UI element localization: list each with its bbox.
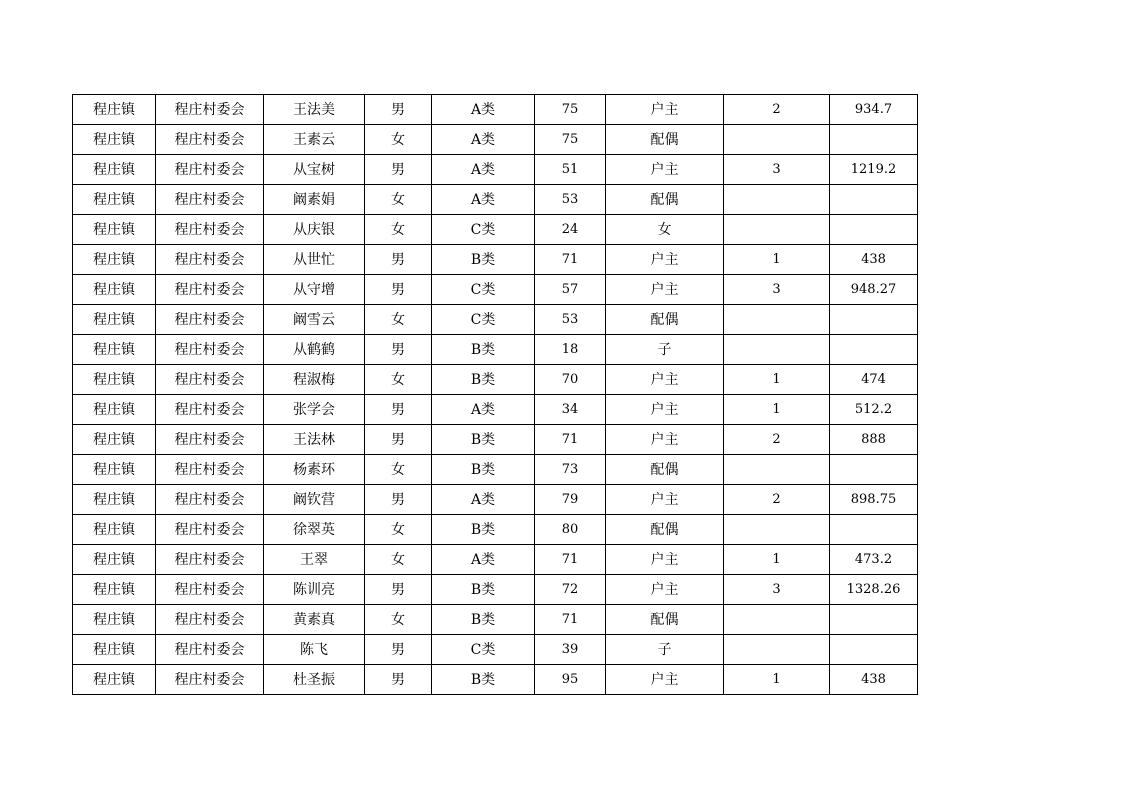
name-cell: 陈训亮 [264,575,365,605]
relation-cell: 子 [606,635,724,665]
village-committee-cell: 程庄村委会 [156,155,264,185]
relation-cell: 户主 [606,575,724,605]
relation-cell: 户主 [606,275,724,305]
village-committee-cell: 程庄村委会 [156,455,264,485]
name-cell: 程淑梅 [264,365,365,395]
gender-cell: 男 [365,395,432,425]
category-cell: A类 [432,95,535,125]
table-row [73,185,918,215]
village-committee-cell: 程庄村委会 [156,185,264,215]
age-cell: 71 [535,245,606,275]
relation-cell: 子 [606,335,724,365]
name-cell: 徐翠英 [264,515,365,545]
name-cell: 张学会 [264,395,365,425]
town-cell: 程庄镇 [73,305,156,335]
town-cell: 程庄镇 [73,545,156,575]
relation-cell: 户主 [606,485,724,515]
relation-cell: 户主 [606,155,724,185]
amount-cell: 512.2 [830,395,918,425]
village-committee-cell: 程庄村委会 [156,515,264,545]
category-cell: A类 [432,545,535,575]
household-size-cell [724,335,830,365]
village-committee-cell: 程庄村委会 [156,365,264,395]
age-cell: 75 [535,125,606,155]
name-cell: 阚钦营 [264,485,365,515]
village-committee-cell: 程庄村委会 [156,665,264,695]
amount-cell: 934.7 [830,95,918,125]
gender-cell: 男 [365,575,432,605]
name-cell: 从世忙 [264,245,365,275]
name-cell: 阚素娟 [264,185,365,215]
table-row [73,395,918,425]
household-size-cell: 2 [724,95,830,125]
village-committee-cell: 程庄村委会 [156,395,264,425]
amount-cell: 438 [830,245,918,275]
table-row [73,605,918,635]
village-committee-cell: 程庄村委会 [156,305,264,335]
town-cell: 程庄镇 [73,365,156,395]
village-committee-cell: 程庄村委会 [156,425,264,455]
gender-cell: 女 [365,545,432,575]
table-row [73,545,918,575]
household-size-cell: 1 [724,545,830,575]
gender-cell: 男 [365,245,432,275]
town-cell: 程庄镇 [73,95,156,125]
village-committee-cell: 程庄村委会 [156,605,264,635]
category-cell: A类 [432,155,535,185]
village-committee-cell: 程庄村委会 [156,125,264,155]
household-size-cell: 1 [724,245,830,275]
relation-cell: 配偶 [606,125,724,155]
name-cell: 从守增 [264,275,365,305]
name-cell: 从宝树 [264,155,365,185]
age-cell: 51 [535,155,606,185]
data-table [72,94,918,695]
category-cell: A类 [432,395,535,425]
table-row [73,425,918,455]
amount-cell [830,635,918,665]
household-size-cell: 3 [724,275,830,305]
amount-cell: 1328.26 [830,575,918,605]
village-committee-cell: 程庄村委会 [156,275,264,305]
category-cell: C类 [432,305,535,335]
gender-cell: 男 [365,95,432,125]
relation-cell: 配偶 [606,605,724,635]
category-cell: A类 [432,125,535,155]
category-cell: C类 [432,275,535,305]
household-size-cell [724,455,830,485]
category-cell: B类 [432,605,535,635]
gender-cell: 女 [365,125,432,155]
town-cell: 程庄镇 [73,455,156,485]
household-size-cell [724,125,830,155]
household-size-cell: 2 [724,425,830,455]
table-row [73,365,918,395]
amount-cell: 473.2 [830,545,918,575]
village-committee-cell: 程庄村委会 [156,575,264,605]
relation-cell: 女 [606,215,724,245]
gender-cell: 女 [365,605,432,635]
town-cell: 程庄镇 [73,215,156,245]
gender-cell: 女 [365,215,432,245]
amount-cell [830,215,918,245]
age-cell: 24 [535,215,606,245]
age-cell: 75 [535,95,606,125]
table-row [73,275,918,305]
category-cell: B类 [432,665,535,695]
category-cell: B类 [432,575,535,605]
amount-cell: 1219.2 [830,155,918,185]
age-cell: 34 [535,395,606,425]
table-row [73,455,918,485]
gender-cell: 男 [365,425,432,455]
category-cell: B类 [432,515,535,545]
village-committee-cell: 程庄村委会 [156,215,264,245]
household-size-cell [724,305,830,335]
household-size-cell [724,515,830,545]
gender-cell: 男 [365,665,432,695]
relation-cell: 户主 [606,395,724,425]
name-cell: 阚雪云 [264,305,365,335]
town-cell: 程庄镇 [73,125,156,155]
relation-cell: 户主 [606,95,724,125]
household-size-cell: 1 [724,395,830,425]
amount-cell [830,455,918,485]
relation-cell: 户主 [606,245,724,275]
household-size-cell [724,605,830,635]
category-cell: C类 [432,215,535,245]
table-row [73,215,918,245]
household-size-cell [724,185,830,215]
town-cell: 程庄镇 [73,245,156,275]
village-committee-cell: 程庄村委会 [156,545,264,575]
amount-cell: 948.27 [830,275,918,305]
age-cell: 39 [535,635,606,665]
gender-cell: 男 [365,485,432,515]
amount-cell: 898.75 [830,485,918,515]
amount-cell: 438 [830,665,918,695]
age-cell: 79 [535,485,606,515]
name-cell: 从鹤鹤 [264,335,365,365]
relation-cell: 配偶 [606,305,724,335]
age-cell: 95 [535,665,606,695]
age-cell: 71 [535,545,606,575]
town-cell: 程庄镇 [73,155,156,185]
household-size-cell: 1 [724,665,830,695]
household-size-cell [724,635,830,665]
table-row [73,635,918,665]
name-cell: 王翠 [264,545,365,575]
village-committee-cell: 程庄村委会 [156,95,264,125]
age-cell: 18 [535,335,606,365]
table-row [73,155,918,185]
category-cell: C类 [432,635,535,665]
name-cell: 王法美 [264,95,365,125]
relation-cell: 配偶 [606,455,724,485]
household-size-cell: 3 [724,575,830,605]
table-row [73,665,918,695]
relation-cell: 户主 [606,425,724,455]
gender-cell: 男 [365,635,432,665]
amount-cell [830,185,918,215]
town-cell: 程庄镇 [73,425,156,455]
household-size-cell: 1 [724,365,830,395]
category-cell: B类 [432,425,535,455]
relation-cell: 户主 [606,665,724,695]
category-cell: B类 [432,455,535,485]
amount-cell [830,605,918,635]
table-row [73,305,918,335]
name-cell: 黄素真 [264,605,365,635]
town-cell: 程庄镇 [73,485,156,515]
relation-cell: 户主 [606,545,724,575]
household-size-cell: 3 [724,155,830,185]
category-cell: B类 [432,365,535,395]
age-cell: 70 [535,365,606,395]
town-cell: 程庄镇 [73,635,156,665]
name-cell: 从庆银 [264,215,365,245]
village-committee-cell: 程庄村委会 [156,335,264,365]
age-cell: 72 [535,575,606,605]
amount-cell [830,305,918,335]
table-row [73,95,918,125]
village-committee-cell: 程庄村委会 [156,635,264,665]
name-cell: 陈飞 [264,635,365,665]
gender-cell: 男 [365,155,432,185]
category-cell: B类 [432,245,535,275]
table-row [73,515,918,545]
gender-cell: 男 [365,275,432,305]
gender-cell: 女 [365,515,432,545]
category-cell: B类 [432,335,535,365]
amount-cell: 474 [830,365,918,395]
age-cell: 57 [535,275,606,305]
town-cell: 程庄镇 [73,335,156,365]
town-cell: 程庄镇 [73,275,156,305]
category-cell: A类 [432,185,535,215]
relation-cell: 户主 [606,365,724,395]
town-cell: 程庄镇 [73,665,156,695]
gender-cell: 女 [365,455,432,485]
age-cell: 80 [535,515,606,545]
age-cell: 71 [535,605,606,635]
amount-cell: 888 [830,425,918,455]
gender-cell: 女 [365,185,432,215]
relation-cell: 配偶 [606,515,724,545]
gender-cell: 女 [365,365,432,395]
age-cell: 73 [535,455,606,485]
amount-cell [830,515,918,545]
table-row [73,575,918,605]
relation-cell: 配偶 [606,185,724,215]
town-cell: 程庄镇 [73,575,156,605]
age-cell: 53 [535,185,606,215]
table-row [73,245,918,275]
town-cell: 程庄镇 [73,605,156,635]
amount-cell [830,335,918,365]
table-body [73,95,918,695]
household-size-cell: 2 [724,485,830,515]
table-row [73,125,918,155]
town-cell: 程庄镇 [73,185,156,215]
gender-cell: 男 [365,335,432,365]
age-cell: 53 [535,305,606,335]
name-cell: 杜圣振 [264,665,365,695]
amount-cell [830,125,918,155]
name-cell: 王素云 [264,125,365,155]
town-cell: 程庄镇 [73,395,156,425]
village-committee-cell: 程庄村委会 [156,245,264,275]
household-size-cell [724,215,830,245]
name-cell: 杨素环 [264,455,365,485]
name-cell: 王法林 [264,425,365,455]
village-committee-cell: 程庄村委会 [156,485,264,515]
category-cell: A类 [432,485,535,515]
table-row [73,485,918,515]
age-cell: 71 [535,425,606,455]
table-row [73,335,918,365]
town-cell: 程庄镇 [73,515,156,545]
gender-cell: 女 [365,305,432,335]
